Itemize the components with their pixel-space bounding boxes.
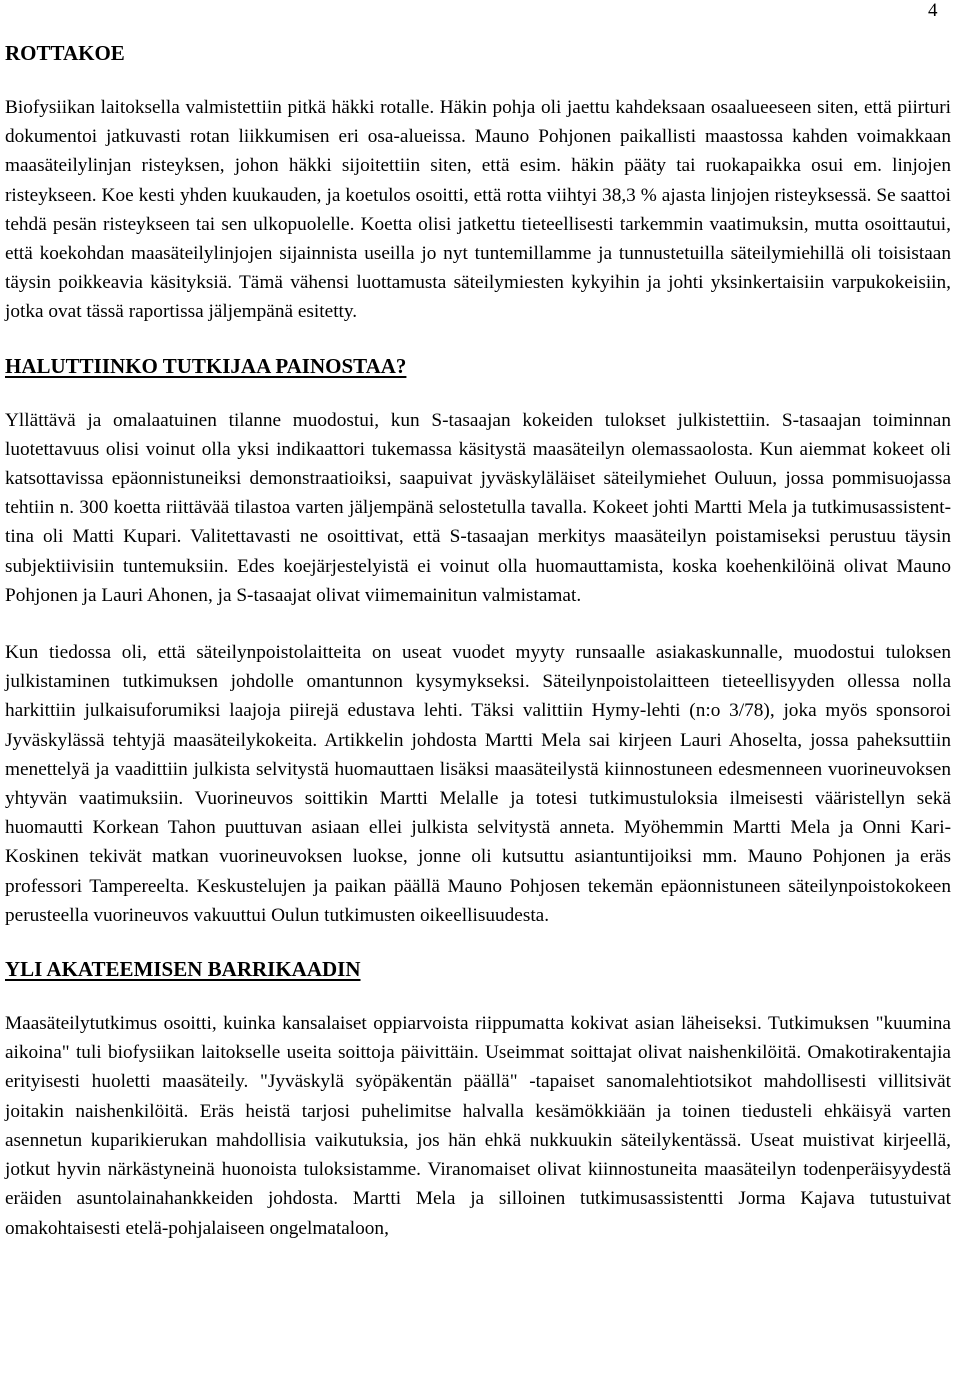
section-rottakoe (5, 39, 951, 327)
section-haluttiinko-tutkijaa-painostaa (5, 352, 951, 930)
section-heading: ROTTAKOE (5, 41, 125, 65)
paragraph: Maasäteilytutkimus osoitti, kuinka kansalaiset oppiarvoista riippumatta kokivat asian läheiseksi. Tutkimuksen "kuumina aikoina" tuli biofysiikan laitokselle useita soittoja päivittäin. Useimmat soittajat olivat naishenkilöitä. Omakotirakentajia erityisesti huoletti maasäteily. "Jyväskylä syöpäkentän päällä" -tapaiset sanomalehtiotsikot mahdollisesti villitsivät joitakin naishenkilöitä. Eräs heistä tarjosi puhelimitse halvalla kesämökkiään ja toinen tiedusteli ehkäisyä varten asennetun kuparikierukan mahdollisia vaikutuksia, jos hän ehkä nukkuukin säteilykentässä. Useat muistivat kirjeellä, jotkut hyvin närkästyneinä huonoista tuloksistamme. Viranomaiset olivat kiinnostuneita maasäteilyn todenperäisyydestä eräiden asuntolainahankkeiden johdosta. Martti Mela ja silloinen tutkimusassistentti Jorma Kajava tutustuivat omakohtaisesti etelä-pohjalaiseen ongelmataloon, (5, 1013, 951, 1239)
section-heading: HALUTTIINKO TUTKIJAA PAINOSTAA? (5, 353, 407, 378)
paragraph: Biofysiikan laitoksella valmistettiin pitkä häkki rotalle. Häkin pohja oli jaettu kahdeksaan osaalueeseen siten, että piirturi dokumentoi jatkuvasti rotan liikkumisen eri osa-alueissa. Mauno Pohjonen paikallisti maastossa kahden voimakkaan maasäteilylinjan risteyksen, johon häkki sijoitettiin siten, että esim. häkin pääty tai ruokapaikka osui em. linjojen risteykseen. Koe kesti yhden kuukauden, ja koetulos osoitti, että rotta viihtyi 38,3 % ajasta linjojen risteyksessä. Se saattoi tehdä pesän risteykseen tai sen ulkopuolelle. Koetta olisi jatkettu tieteellisesti tarkemmin vaatimuksin, mutta osoittautui, että koekohdan maasäteilylinjojen sijainnista useilla jo nyt tuntemillamme ja tunnustetuilla säteilymiehillä oli toisistaan täysin poikkeavia käsityksiä. Tämä vähensi luottamusta säteilymiesten kykyihin ja johti yksinkertaisiin varpukokeisiin, jotka ovat tässä raportissa jäljempänä esitetty. (5, 97, 951, 323)
paragraph: Yllättävä ja omalaatuinen tilanne muodostui, kun S-tasaajan kokeiden tulokset julkistettiin. S-tasaajan toiminnan luotettavuus olisi voinut olla yksi indikaattori tukemassa käsitystä maasäteilyn olemassaolosta. Kun aiemmat kokeet oli katsottavissa epäonnistuneiksi demonstraatioiksi, saapuivat jyväskyläläiset säteilymiehet Ouluun, jossa pommisuojassa tehtiin n. 300 koetta riittävää tilastoa varten jäljempänä selostetulla tavalla. Kokeet johti Martti Mela ja tutkimusassistenttina oli Matti Kupari. Valitettavasti ne osoittivat, että S-tasaajan merkitys maasäteilyn poistamiseksi perustuu täysin subjektiivisiin tuntemuksiin. Edes koejärjestelyistä ei voinut olla huomauttamista, koska koehenkilöinä olivat Mauno Pohjonen ja Lauri Ahonen, ja S-tasaajat olivat viimemainitun valmistamat. (5, 409, 951, 606)
section-heading: YLI AKATEEMISEN BARRIKAADIN (5, 957, 361, 982)
paragraph: Kun tiedossa oli, että säteilynpoistolaitteita on useat vuodet myyty runsaalle asiakaskunnalle, muodostui tuloksen julkistaminen tutkimuksen johdolle omantunnon kysymykseksi. Säteilynpoistolaitteen tieteellisyyden ollessa nolla harkittiin julkaisuforumiksi laajoja piirejä edustava lehti. Täksi valittiin Hymy-lehti (n:o 3/78), joka myös sponsoroi Jyväskylässä tehtyjä maasäteilykokeita. Artikkelin johdosta Martti Mela sai kirjeen Lauri Ahoselta, jossa paheksuttiin menettelyä ja vaadittiin julkista selvitystä huomauttaen lisäksi maasäteilystä kiinnostuneen edesmenneen vuorineuvoksen yhtyvän vaatimuksiin. Vuorineuvos soittikin Martti Melalle ja totesi tutkimustuloksia ilmeisesti vääristellyn sekä huomautti Korkean Tahon puuttuvan asiaan ellei julkista selvitystä anneta. Myöhemmin Martti Mela ja Onni Kari-Koskinen tekivät matkan vuorineuvoksen luokse, jonne oli kutsuttu asiantuntijoiksi mm. Mauno Pohjonen ja eräs professori Tampereelta. Keskustelujen ja paikan päällä Mauno Pohjosen tekemän epäonnistuneen säteilynpoistokokeen perusteella vuorineuvos vakuuttui Oulun tutkimusten oikeellisuudesta. (5, 642, 951, 926)
document-body (5, 39, 951, 1243)
section-yli-akateemisen-barrikaadin (5, 955, 951, 1243)
page-number: 4 (928, 0, 938, 21)
